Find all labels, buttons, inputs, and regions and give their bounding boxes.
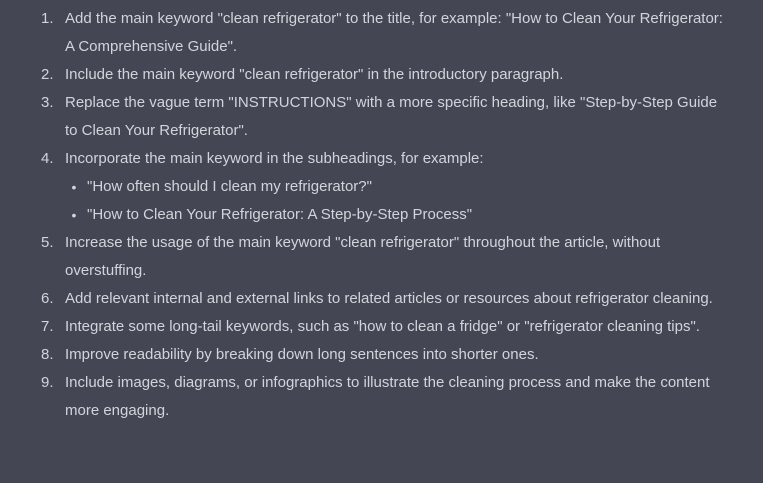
list-item (0, 369, 763, 425)
list-item-text: Increase the usage of the main keyword "clean refrigerator" throughout the article, without overstuffing. (65, 234, 661, 279)
list-number: 1. (41, 10, 54, 27)
list-item-text: Incorporate the main keyword in the subheadings, for example: (65, 150, 484, 167)
list-number: 7. (41, 318, 54, 335)
list-item (0, 89, 763, 145)
list-item-text: Improve readability by breaking down long sentences into shorter ones. (65, 346, 539, 363)
list-number: 8. (41, 346, 54, 363)
list-item (0, 145, 763, 229)
bullet-icon: • (71, 207, 77, 223)
list-number: 4. (41, 150, 54, 167)
list-item (0, 313, 763, 341)
list-item-text: Replace the vague term "INSTRUCTIONS" with a more specific heading, like "Step-by-Step Guide to Clean Your Refrigerator". (65, 94, 718, 139)
list-item (0, 61, 763, 89)
list-item (0, 341, 763, 369)
list-item-text: Integrate some long-tail keywords, such as "how to clean a fridge" or "refrigerator cleaning tips". (65, 318, 700, 335)
list-item (0, 229, 763, 285)
list-item-text: Include the main keyword "clean refrigerator" in the introductory paragraph. (65, 66, 564, 83)
list-item-text: Add relevant internal and external links to related articles or resources about refrigerator cleaning. (65, 290, 713, 307)
bullet-item (65, 201, 723, 229)
list-number: 2. (41, 66, 54, 83)
list-number: 3. (41, 94, 54, 111)
numbered-list (0, 5, 763, 425)
list-number: 6. (41, 290, 54, 307)
bullet-list (65, 173, 723, 229)
bullet-text: "How often should I clean my refrigerator?" (87, 178, 372, 195)
list-number: 9. (41, 374, 54, 391)
bullet-item (65, 173, 723, 201)
list-number: 5. (41, 234, 54, 251)
assistant-response (0, 5, 763, 425)
bullet-icon: • (71, 179, 77, 195)
bullet-text: "How to Clean Your Refrigerator: A Step-by-Step Process" (87, 206, 473, 223)
list-item-text: Add the main keyword "clean refrigerator" to the title, for example: "How to Clean Your Refrigerator: A Comprehensive Guide". (65, 10, 723, 55)
list-item (0, 285, 763, 313)
list-item-text: Include images, diagrams, or infographics to illustrate the cleaning process and make the content more engaging. (65, 374, 710, 419)
list-item (0, 5, 763, 61)
